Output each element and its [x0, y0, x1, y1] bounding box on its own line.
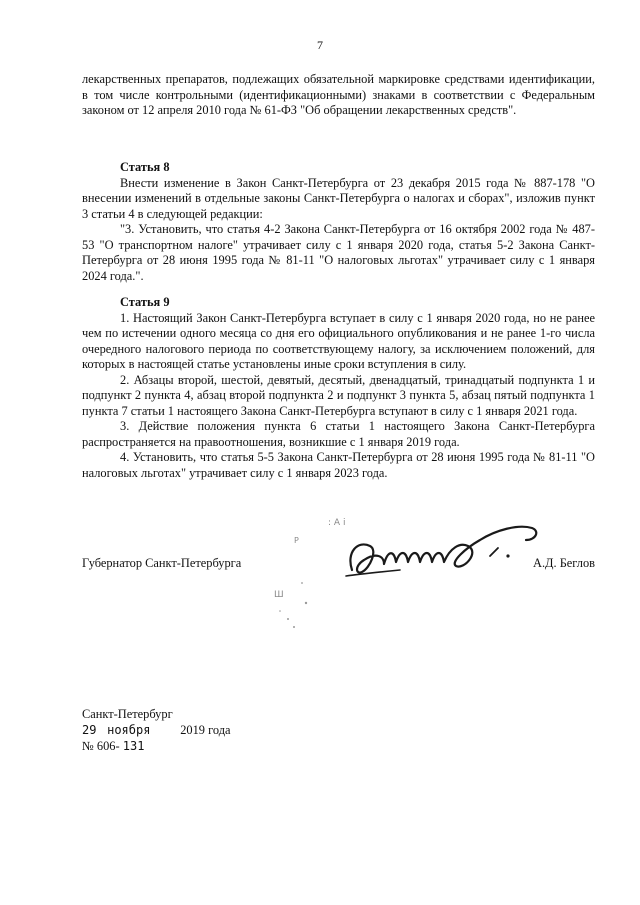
footer-date	[82, 722, 231, 738]
footer-number-prefix: № 606-	[82, 739, 120, 753]
document-footer	[82, 706, 231, 754]
signatory-position: Губернатор Санкт-Петербурга	[82, 556, 242, 570]
article-9	[82, 295, 595, 481]
page-number: 7	[317, 38, 323, 52]
continuation-block	[82, 72, 595, 119]
seal-letter-a: А	[333, 518, 341, 528]
footer-number	[82, 738, 231, 754]
article-9-title: Статья 9	[120, 295, 170, 309]
footer-date-month: ноября	[107, 723, 151, 737]
seal-letter-sh: Ш	[274, 590, 284, 600]
footer-date-day: 29	[82, 723, 97, 737]
handwritten-signature	[340, 512, 550, 587]
article-8	[82, 160, 595, 284]
article-8-paragraph-2: "3. Установить, что статья 4-2 Закона Санкт-Петербурга от 16 октября 2002 года № 487-53 "О транспортном налоге" утрачивает силу с 1 января 2020 года, статья 5-2 Закона Санкт-Петербурга от 28 июня 1995 года № 81-11 "О налоговых льготах" утрачивает силу с 1 января 2024 года.".	[82, 222, 595, 283]
svg-text:: А і: : А і	[328, 518, 346, 528]
seal-letter-r: Р	[294, 536, 299, 545]
article-8-title: Статья 8	[120, 160, 170, 174]
continuation-paragraph: лекарственных препаратов, подлежащих обязательной маркировке средствами идентификации, в том числе контрольными (идентификационными) знаками в соответствии с Федеральным законом от 12 апреля 2010 года № 61-ФЗ "Об обращении лекарственных средств".	[82, 72, 595, 117]
footer-city: Санкт-Петербург	[82, 707, 173, 721]
signatory-name: А.Д. Беглов	[533, 556, 595, 570]
article-9-paragraph-3: 3. Действие положения пункта 6 статьи 1 настоящего Закона Санкт-Петербурга распространяется на правоотношения, возникшие с 1 января 2019 года.	[82, 419, 595, 449]
footer-number-value: 131	[122, 739, 145, 753]
article-9-paragraph-1: 1. Настоящий Закон Санкт-Петербурга вступает в силу с 1 января 2020 года, но не ранее чем по истечении одного месяца со дня его официального опубликования и не ранее 1-го числа очередного налогового периода по соответствующему налогу, за исключением положений, для которых в настоящей статье установлены иные сроки вступления в силу.	[82, 310, 595, 371]
footer-date-year: 2019 года	[180, 723, 231, 737]
article-9-paragraph-4: 4. Установить, что статья 5-5 Закона Санкт-Петербурга от 28 июня 1995 года № 81-11 "О налоговых льготах" утрачивает силу с 1 января 2023 года.	[82, 450, 595, 480]
article-8-paragraph-1: Внести изменение в Закон Санкт-Петербурга от 23 декабря 2015 года № 887-178 "О внесении изменений в отдельные законы Санкт-Петербурга о налогах и сборах", изложив пункт 3 статьи 4 в следующей редакции:	[82, 175, 595, 221]
article-9-paragraph-2: 2. Абзацы второй, шестой, девятый, десятый, двенадцатый, тринадцатый подпункта 1 и подпункт 2 пункта 4, абзац второй подпункта 2 и подпункт 3 пункта 5, абзац пятый подпункта 1 пункта 7 статьи 1 настоящего Закона Санкт-Петербурга вступают в силу с 1 января 2021 года.	[82, 372, 595, 418]
